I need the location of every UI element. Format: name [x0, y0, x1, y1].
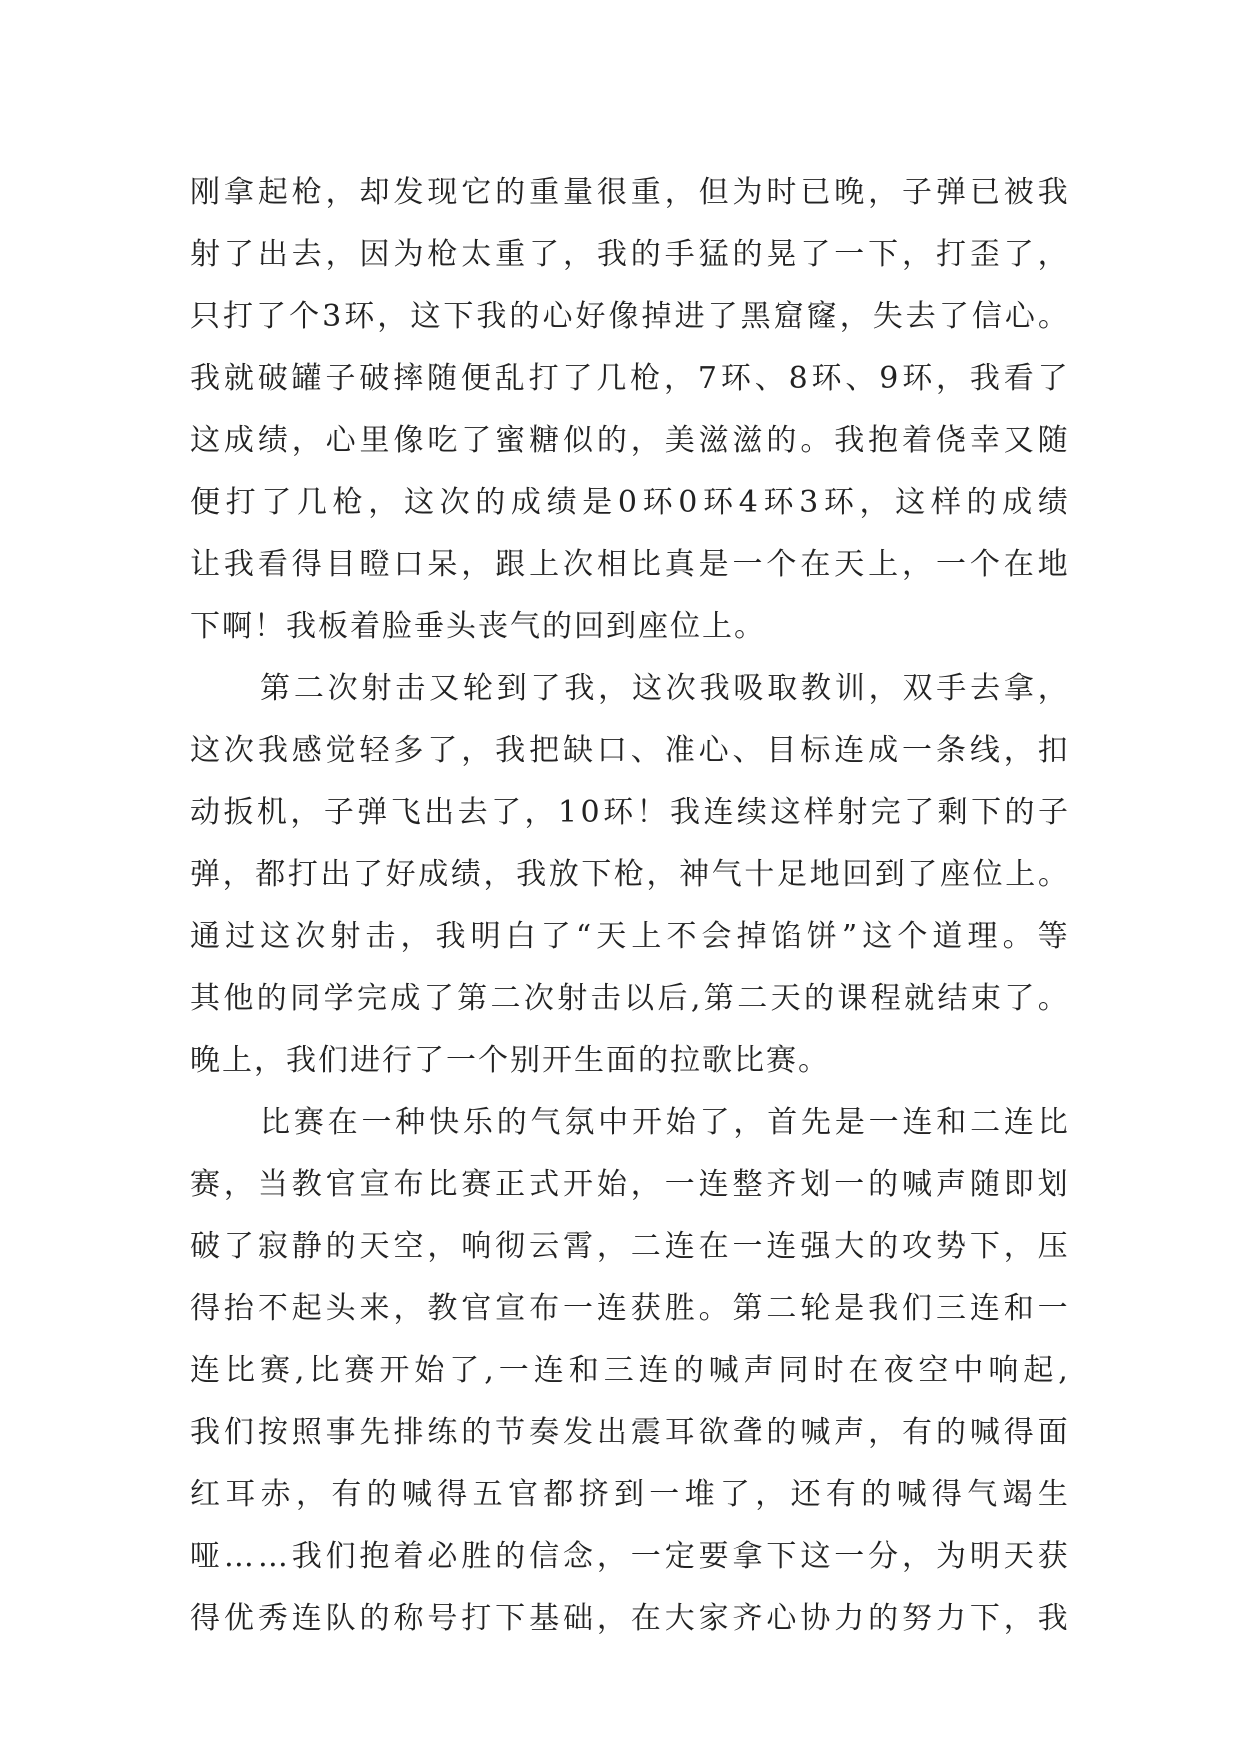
line-text: 弹 ， 都 打 出 了 好 成 绩 ， 我 放 下 枪 ， 神 气 十 足 地 回 到 了 座 位 上 。	[190, 857, 1070, 892]
text-line	[190, 1526, 1070, 1588]
line-text: 第 二 次 射 击 又 轮 到 了 我 ， 这 次 我 吸 取 教 训 ， 双 手 去 拿 ，	[260, 671, 1070, 706]
line-text: 下 啊 ！ 我 板 着 脸 垂 头 丧 气 的 回 到 座 位 上 。	[190, 609, 766, 644]
line-text: 哑 … … 我 们 抱 着 必 胜 的 信 念 ， 一 定 要 拿 下 这 一 分 ， 为 明 天 获	[190, 1539, 1070, 1574]
line-text: 射 了 出 去 ， 因 为 枪 太 重 了 ， 我 的 手 猛 的 晃 了 一 下 ， 打 歪 了 ，	[190, 237, 1070, 272]
line-text: 这 成 绩 ， 心 里 像 吃 了 蜜 糖 似 的 ， 美 滋 滋 的 。 我 抱 着 侥 幸 又 随	[190, 423, 1070, 458]
line-text: 刚 拿 起 枪 ， 却 发 现 它 的 重 量 很 重 ， 但 为 时 已 晚 ， 子 弹 已 被 我	[190, 175, 1070, 210]
line-text: 其 他 的 同 学 完 成 了 第 二 次 射 击 以 后 , 第 二 天 的 课 程 就 结 束 了 。	[190, 981, 1070, 1016]
text-line	[190, 534, 1070, 596]
line-text: 晚 上 ， 我 们 进 行 了 一 个 别 开 生 面 的 拉 歌 比 赛 。	[190, 1043, 830, 1078]
text-line	[190, 782, 1070, 844]
line-text: 得 抬 不 起 头 来 ， 教 官 宣 布 一 连 获 胜 。 第 二 轮 是 我 们 三 连 和 一	[190, 1291, 1070, 1326]
text-line	[190, 1030, 1070, 1092]
text-line	[190, 1588, 1070, 1650]
text-line	[190, 286, 1070, 348]
text-line	[190, 1402, 1070, 1464]
line-text: 破 了 寂 静 的 天 空 ， 响 彻 云 霄 ， 二 连 在 一 连 强 大 的 攻 势 下 ， 压	[190, 1229, 1070, 1264]
text-line	[190, 596, 1070, 658]
line-text: 比 赛 在 一 种 快 乐 的 气 氛 中 开 始 了 ， 首 先 是 一 连 和 二 连 比	[260, 1105, 1070, 1140]
line-text: 让 我 看 得 目 瞪 口 呆 ， 跟 上 次 相 比 真 是 一 个 在 天 上 ， 一 个 在 地	[190, 547, 1070, 582]
text-line	[190, 1278, 1070, 1340]
text-line	[190, 224, 1070, 286]
line-text: 红 耳 赤 ， 有 的 喊 得 五 官 都 挤 到 一 堆 了 ， 还 有 的 喊 得 气 竭 生	[190, 1477, 1070, 1512]
line-text: 便 打 了 几 枪 ， 这 次 的 成 绩 是 0 环 0 环 4 环 3 环 ， 这 样 的 成 绩	[190, 485, 1070, 520]
line-text: 通 过 这 次 射 击 ， 我 明 白 了 “ 天 上 不 会 掉 馅 饼 ” 这 个 道 理 。 等	[190, 919, 1070, 954]
text-line	[190, 1154, 1070, 1216]
line-text: 这 次 我 感 觉 轻 多 了 ， 我 把 缺 口 、 准 心 、 目 标 连 成 一 条 线 ， 扣	[190, 733, 1070, 768]
text-line	[190, 1340, 1070, 1402]
line-text: 我 就 破 罐 子 破 摔 随 便 乱 打 了 几 枪 ， 7 环 、 8 环 、 9 环 ， 我 看 了	[190, 361, 1070, 396]
text-line	[190, 720, 1070, 782]
body-text	[190, 162, 1070, 1650]
line-text: 连 比 赛 , 比 赛 开 始 了 , 一 连 和 三 连 的 喊 声 同 时 在 夜 空 中 响 起 ,	[190, 1353, 1070, 1388]
line-text: 动 扳 机 ， 子 弹 飞 出 去 了 ， 1 0 环 ！ 我 连 续 这 样 射 完 了 剩 下 的 子	[190, 795, 1070, 830]
line-text: 我 们 按 照 事 先 排 练 的 节 奏 发 出 震 耳 欲 聋 的 喊 声 ， 有 的 喊 得 面	[190, 1415, 1070, 1450]
text-line	[190, 348, 1070, 410]
text-line	[190, 906, 1070, 968]
text-line	[190, 1216, 1070, 1278]
line-text: 赛 ， 当 教 官 宣 布 比 赛 正 式 开 始 ， 一 连 整 齐 划 一 的 喊 声 随 即 划	[190, 1167, 1070, 1202]
text-line	[190, 658, 1070, 720]
text-line	[190, 844, 1070, 906]
text-line	[190, 1092, 1070, 1154]
text-line	[190, 162, 1070, 224]
line-text: 得 优 秀 连 队 的 称 号 打 下 基 础 ， 在 大 家 齐 心 协 力 的 努 力 下 ， 我	[190, 1601, 1070, 1636]
text-line	[190, 410, 1070, 472]
text-line	[190, 968, 1070, 1030]
line-text: 只 打 了 个 3 环 ， 这 下 我 的 心 好 像 掉 进 了 黑 窟 窿 ， 失 去 了 信 心 。	[190, 299, 1070, 334]
text-line	[190, 472, 1070, 534]
text-line	[190, 1464, 1070, 1526]
